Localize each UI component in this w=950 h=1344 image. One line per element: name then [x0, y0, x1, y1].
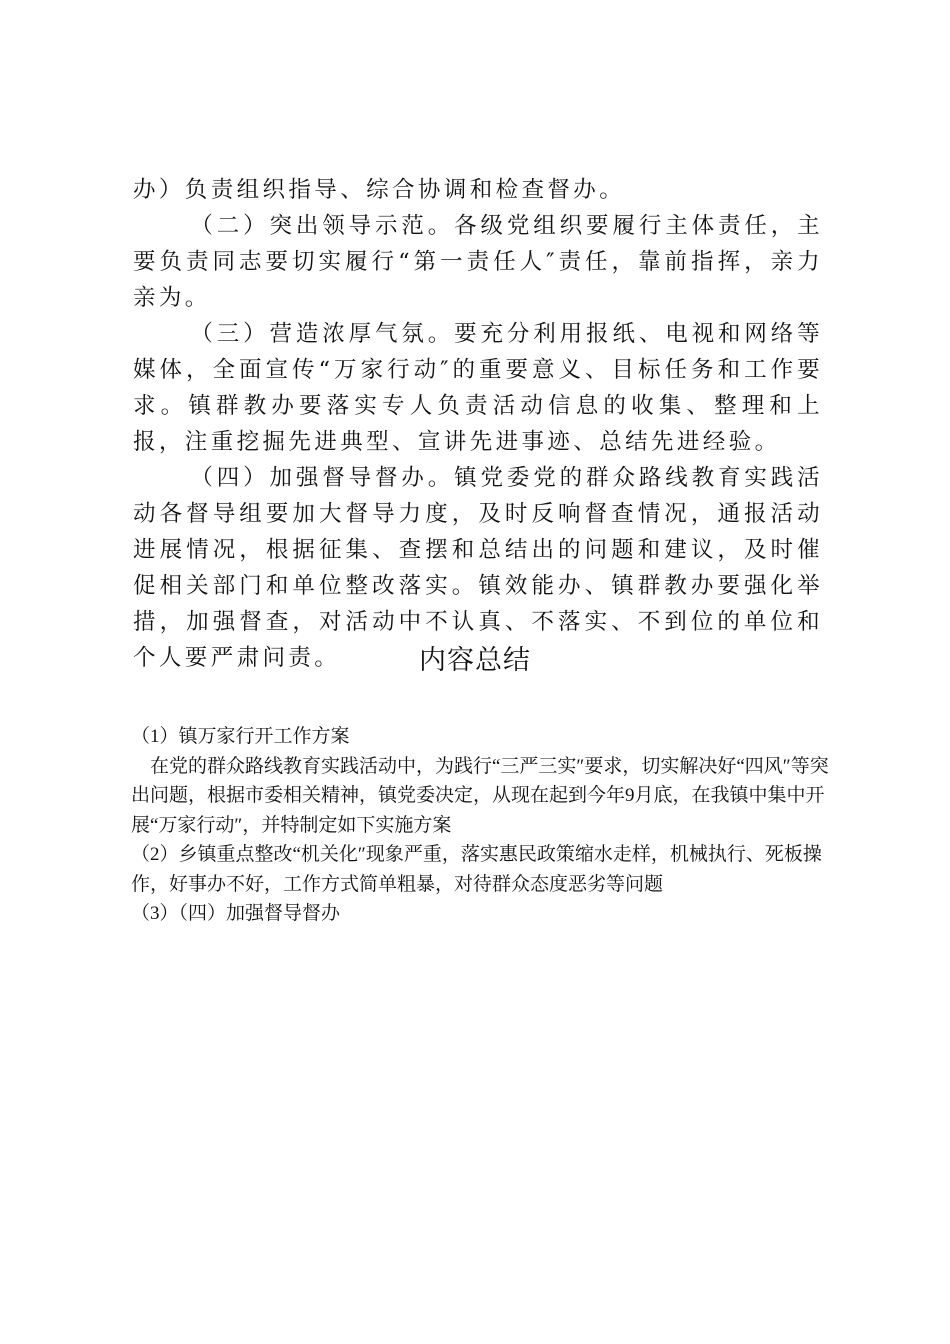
summary-item-3: （3）（四）加强督导督办	[131, 903, 341, 924]
summary-title: 内容总结	[419, 645, 531, 675]
summary-item-2: （2）乡镇重点整改“机关化″现象严重，落实惠民政策缩水走样，机械执行、死板操作，好事办不好，工作方式简单粗暴，对待群众态度恶劣等问题	[131, 844, 822, 895]
paragraph-leadership: （二）突出领导示范。各级党组织要履行主体责任，主要负责同志要切实履行“第一责任人″责任，靠前指挥，亲力亲为。	[133, 213, 823, 311]
summary-section	[131, 722, 831, 929]
paragraph-continuation: 办）负责组织指导、综合协调和检查督办。	[133, 177, 626, 203]
paragraph-atmosphere: （三）营造浓厚气氛。要充分利用报纸、电视和网络等媒体，全面宣传“万家行动″的重要意义、目标任务和工作要求。镇群教办要落实专人负责活动信息的收集、整理和上报，注重挖掘先进典型、宣讲先进事迹、总结先进经验。	[133, 321, 823, 455]
summary-item-1-heading: （1）镇万家行开工作方案	[131, 726, 350, 747]
paragraph-supervision: （四）加强督导督办。镇党委党的群众路线教育实践活动各督导组要加大督导力度，及时反响督查情况，通报活动进展情况，根据征集、查摆和总结出的问题和建议，及时催促相关部门和单位整改落实。镇效能办、镇群教办要强化举措，加强督查，对活动中不认真、不落实、不到位的单位和个人要严肃问责。	[133, 465, 823, 671]
document-body	[133, 172, 823, 676]
summary-item-1-body: 在党的群众路线教育实践活动中，为践行“三严三实″要求，切实解决好“四风″等突出问题，根据市委相关精神，镇党委决定，从现在起到今年9月底，在我镇中集中开展“万家行动″，并特制定如下实施方案	[131, 755, 829, 836]
